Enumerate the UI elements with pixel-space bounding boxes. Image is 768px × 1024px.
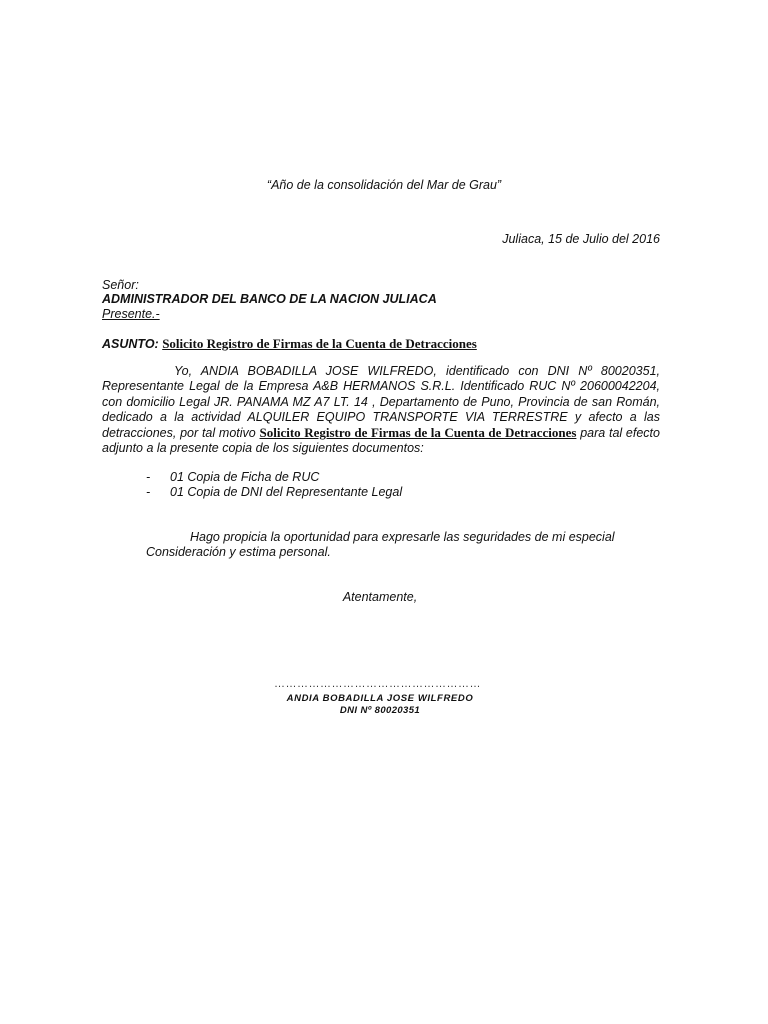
signer-name: ANDIA BOBADILLA JOSE WILFREDO [286, 693, 474, 704]
subject-line [102, 336, 477, 352]
signer-dni: DNI Nº 80020351 [339, 705, 421, 716]
signature-line: ……………………………………………… [274, 678, 481, 690]
list-item: - 01 Copia de Ficha de RUC [146, 470, 320, 484]
body-paragraph [102, 364, 660, 457]
subject-text: Solicito Registro de Firmas de la Cuenta de Detracciones [162, 336, 477, 351]
motto-text: “Año de la consolidación del Mar de Grau” [266, 178, 502, 192]
presente-text: Presente.- [102, 307, 160, 321]
salutation: Señor: [102, 278, 139, 292]
subject-label: ASUNTO: [102, 337, 159, 351]
body-part1: Yo, ANDIA BOBADILLA JOSE WILFREDO, identificado con DNI Nº 80020351, Representante Legal de la Empresa A&B HERMANOS S.R.L. Identificado RUC Nº 20600042204, con domicilio Legal JR. PANAMA MZ A7 LT. 14 , Departamento de Puno, Provincia de san Román, dedicado a la actividad ALQUILER EQUIPO TRANSPORTE VIA TERRESTRE y afecto a las detracciones, por tal motivo [102, 364, 660, 441]
list-item: - 01 Copia de DNI del Representante Legal [146, 485, 403, 500]
recipient: ADMINISTRADOR DEL BANCO DE LA NACION JULIACA [102, 292, 437, 306]
closing-paragraph [146, 530, 615, 561]
date-text: Juliaca, 15 de Julio del 2016 [502, 232, 660, 246]
body-emphasis: Solicito Registro de Firmas de la Cuenta de Detracciones [259, 425, 577, 441]
documents-list [146, 470, 402, 501]
closing-line-2: Consideración y estima personal. [146, 545, 331, 560]
farewell: Atentamente, [342, 590, 418, 604]
closing-line-1: Hago propicia la oportunidad para expresarle las seguridades de mi especial [190, 530, 615, 544]
body-part2: para tal efecto adjunto a la presente copia de los siguientes documentos: [102, 426, 660, 456]
